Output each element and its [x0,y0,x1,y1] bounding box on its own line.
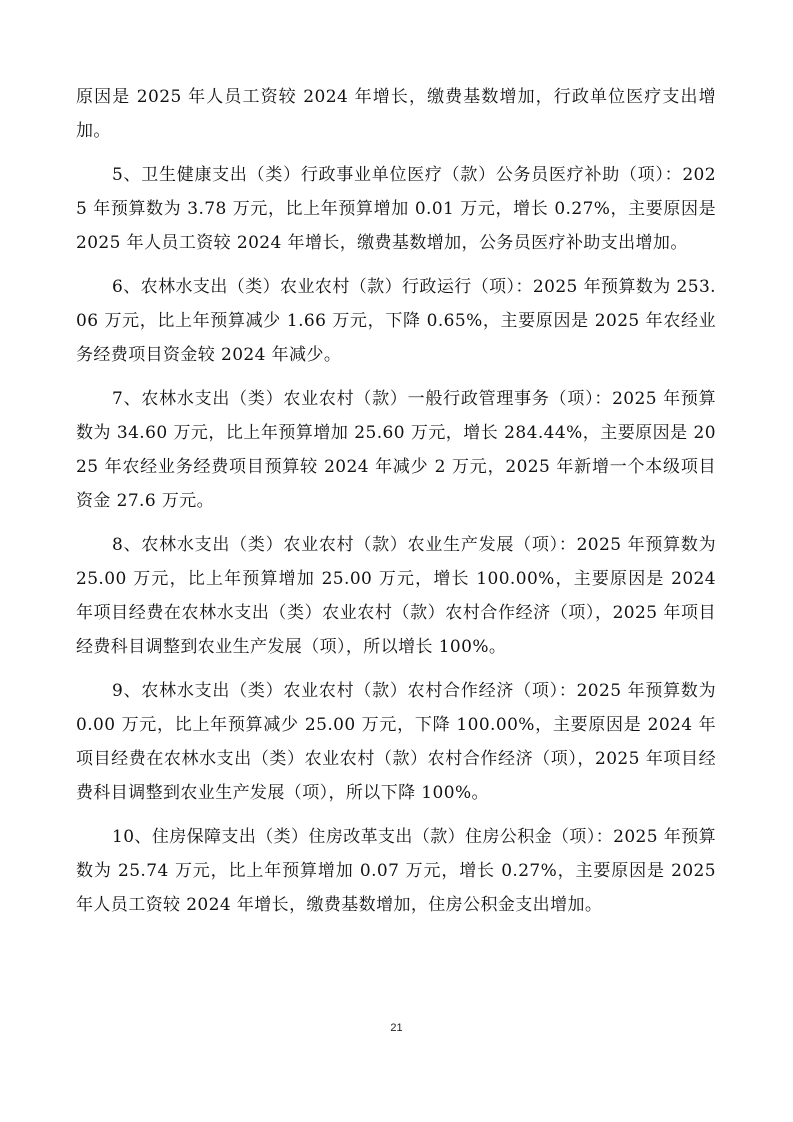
paragraph-continuation: 原因是 2025 年人员工资较 2024 年增长，缴费基数增加，行政单位医疗支出增加。 [76,87,716,141]
paragraph-item-9: 9、农林水支出（类）农业农村（款）农村合作经济（项）：2025 年预算数为 0.00 万元，比上年预算减少 25.00 万元，下降 100.00%，主要原因是 2024 年项目经费在农林水支出（类）农业农村（款）农村合作经济（项），2025 年项目经费科目调整到农业生产发展（项），所以下降 100%。 [76,681,716,803]
document-body [76,80,716,932]
paragraph-item-10: 10、住房保障支出（类）住房改革支出（款）住房公积金（项）：2025 年预算数为 25.74 万元，比上年预算增加 0.07 万元，增长 0.27%，主要原因是 2025 年人员工资较 2024 年增长，缴费基数增加，住房公积金支出增加。 [76,827,716,915]
paragraph-item-6: 6、农林水支出（类）农业农村（款）行政运行（项）：2025 年预算数为 253.06 万元，比上年预算减少 1.66 万元，下降 0.65%，主要原因是 2025 年农经业务经费项目资金较 2024 年减少。 [76,277,716,365]
paragraph-item-7: 7、农林水支出（类）农业农村（款）一般行政管理事务（项）：2025 年预算数为 34.60 万元，比上年预算增加 25.60 万元，增长 284.44%，主要原因是 2025 年农经业务经费项目预算较 2024 年减少 2 万元，2025 年新增一个本级项目资金 27.6 万元。 [76,389,716,511]
page-number: 21 [390,1022,403,1034]
paragraph-item-8: 8、农林水支出（类）农业农村（款）农业生产发展（项）：2025 年预算数为 25.00 万元，比上年预算增加 25.00 万元，增长 100.00%，主要原因是 2024 年项目经费在农林水支出（类）农业农村（款）农村合作经济（项），2025 年项目经费科目调整到农业生产发展（项），所以增长 100%。 [76,535,716,657]
paragraph-item-5: 5、卫生健康支出（类）行政事业单位医疗（款）公务员医疗补助（项）：2025 年预算数为 3.78 万元，比上年预算增加 0.01 万元，增长 0.27%，主要原因是 2025 年人员工资较 2024 年增长，缴费基数增加，公务员医疗补助支出增加。 [76,165,716,253]
